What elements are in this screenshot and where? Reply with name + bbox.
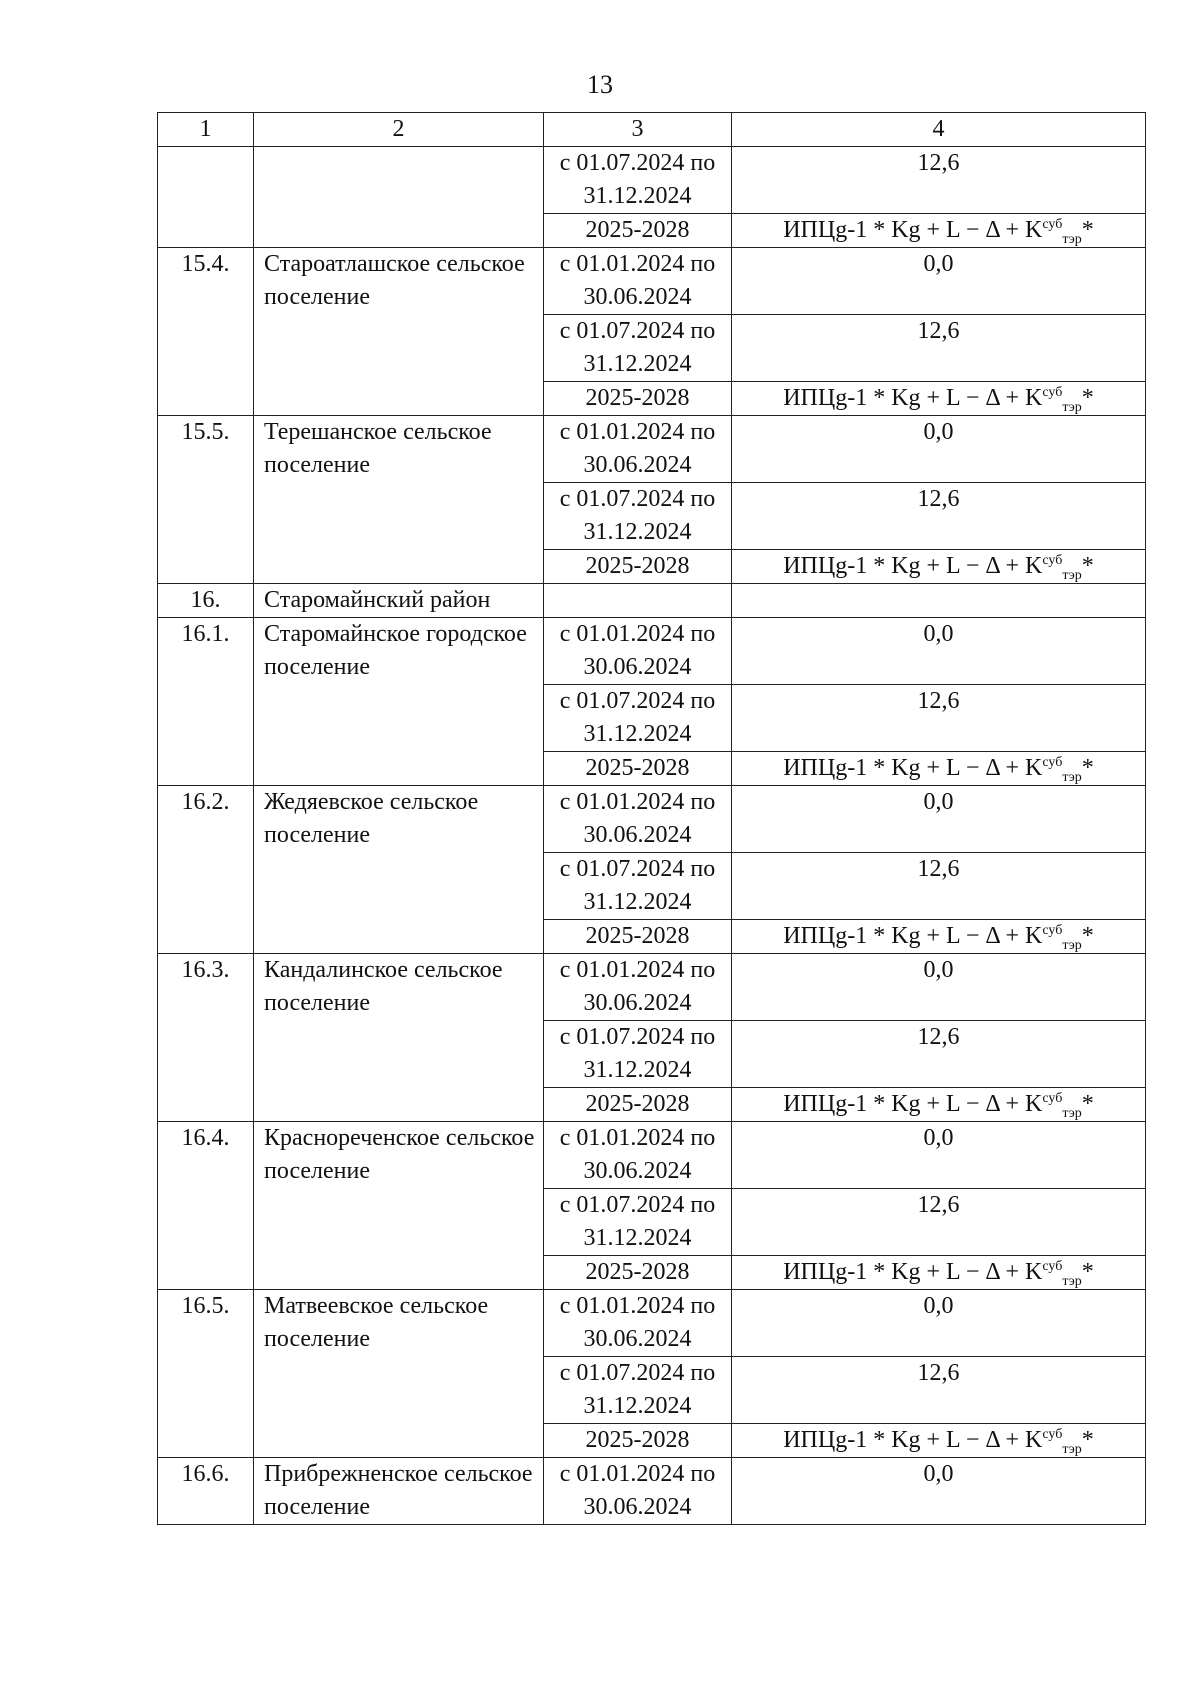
period-cell: с 01.01.2024 по 30.06.2024 — [544, 618, 732, 685]
table-row — [158, 954, 1146, 1021]
settlement-name-cell: Жедяевское сельское поселение — [254, 786, 544, 954]
value-cell: 0,0 — [732, 786, 1146, 853]
period-cell: 2025-2028 — [544, 382, 732, 416]
value-cell — [732, 584, 1146, 618]
table-header-row — [158, 113, 1146, 147]
period-cell: с 01.07.2024 по 31.12.2024 — [544, 853, 732, 920]
formula-cell — [732, 1088, 1146, 1122]
table-row — [158, 1458, 1146, 1525]
formula-superscript: суб — [1042, 385, 1063, 400]
table-row — [158, 147, 1146, 214]
settlement-name-cell: Матвеевское сельское поселение — [254, 1290, 544, 1458]
index-formula — [783, 923, 1094, 953]
value-cell: 0,0 — [732, 1458, 1146, 1525]
value-cell: 12,6 — [732, 1021, 1146, 1088]
period-cell: 2025-2028 — [544, 920, 732, 954]
formula-superscript: суб — [1042, 553, 1063, 568]
index-formula — [783, 1259, 1094, 1289]
row-number-cell: 16.6. — [158, 1458, 254, 1525]
formula-subscript: тэр — [1062, 1274, 1082, 1289]
settlement-name-cell: Краснореченское сельское поселение — [254, 1122, 544, 1290]
formula-base: ИПЦg-1 * Kg + L − Δ + K — [783, 1427, 1043, 1453]
formula-subscript: тэр — [1062, 232, 1082, 247]
column-header-2: 2 — [254, 113, 544, 147]
formula-tail: * — [1081, 755, 1094, 781]
row-number-cell: 16.4. — [158, 1122, 254, 1290]
settlement-name-cell — [254, 147, 544, 248]
table-row — [158, 248, 1146, 315]
column-header-4: 4 — [732, 113, 1146, 147]
period-cell: 2025-2028 — [544, 214, 732, 248]
period-cell: с 01.07.2024 по 31.12.2024 — [544, 1357, 732, 1424]
row-number-cell: 15.5. — [158, 416, 254, 584]
settlement-name-cell: Кандалинское сельское поселение — [254, 954, 544, 1122]
index-formula — [783, 553, 1094, 583]
row-number-cell — [158, 147, 254, 248]
formula-tail: * — [1081, 1427, 1094, 1453]
formula-cell — [732, 1424, 1146, 1458]
formula-subscript: тэр — [1062, 568, 1082, 583]
formula-tail: * — [1081, 1259, 1094, 1285]
value-cell: 0,0 — [732, 1122, 1146, 1189]
formula-base: ИПЦg-1 * Kg + L − Δ + K — [783, 1091, 1043, 1117]
period-cell — [544, 584, 732, 618]
formula-tail: * — [1081, 217, 1094, 243]
page-number: 13 — [587, 70, 613, 99]
value-cell: 0,0 — [732, 618, 1146, 685]
period-cell: 2025-2028 — [544, 752, 732, 786]
row-number-cell: 16. — [158, 584, 254, 618]
value-cell: 0,0 — [732, 1290, 1146, 1357]
formula-subscript: тэр — [1062, 770, 1082, 785]
table-row — [158, 584, 1146, 618]
formula-tail: * — [1081, 385, 1094, 411]
formula-base: ИПЦg-1 * Kg + L − Δ + K — [783, 217, 1043, 243]
column-header-3: 3 — [544, 113, 732, 147]
column-header-1: 1 — [158, 113, 254, 147]
formula-cell — [732, 1256, 1146, 1290]
period-cell: с 01.07.2024 по 31.12.2024 — [544, 483, 732, 550]
formula-tail: * — [1081, 1091, 1094, 1117]
row-number-cell: 16.1. — [158, 618, 254, 786]
period-cell: с 01.07.2024 по 31.12.2024 — [544, 685, 732, 752]
formula-subscript: тэр — [1062, 1106, 1082, 1121]
formula-subscript: тэр — [1062, 400, 1082, 415]
formula-base: ИПЦg-1 * Kg + L − Δ + K — [783, 385, 1043, 411]
period-cell: с 01.01.2024 по 30.06.2024 — [544, 416, 732, 483]
value-cell: 12,6 — [732, 1357, 1146, 1424]
index-formula — [783, 1427, 1094, 1457]
index-formula — [783, 385, 1094, 415]
formula-superscript: суб — [1042, 1427, 1063, 1442]
table-row — [158, 1290, 1146, 1357]
formula-base: ИПЦg-1 * Kg + L − Δ + K — [783, 755, 1043, 781]
formula-cell — [732, 752, 1146, 786]
value-cell: 0,0 — [732, 954, 1146, 1021]
formula-superscript: суб — [1042, 755, 1063, 770]
index-formula — [783, 755, 1094, 785]
value-cell: 0,0 — [732, 248, 1146, 315]
formula-subscript: тэр — [1062, 1442, 1082, 1457]
period-cell: с 01.07.2024 по 31.12.2024 — [544, 1021, 732, 1088]
settlement-name-cell: Старомайнский район — [254, 584, 544, 618]
formula-cell — [732, 550, 1146, 584]
period-cell: 2025-2028 — [544, 1424, 732, 1458]
value-cell: 12,6 — [732, 853, 1146, 920]
settlement-name-cell: Старомайнское городское поселение — [254, 618, 544, 786]
formula-cell — [732, 920, 1146, 954]
row-number-cell: 16.2. — [158, 786, 254, 954]
row-number-cell: 16.3. — [158, 954, 254, 1122]
period-cell: с 01.01.2024 по 30.06.2024 — [544, 786, 732, 853]
formula-superscript: суб — [1042, 1091, 1063, 1106]
formula-superscript: суб — [1042, 217, 1063, 232]
period-cell: с 01.01.2024 по 30.06.2024 — [544, 954, 732, 1021]
table-row — [158, 416, 1146, 483]
settlement-name-cell: Прибрежненское сельское поселение — [254, 1458, 544, 1525]
period-cell: с 01.07.2024 по 31.12.2024 — [544, 147, 732, 214]
period-cell: с 01.07.2024 по 31.12.2024 — [544, 315, 732, 382]
table-row — [158, 1122, 1146, 1189]
index-formula — [783, 1091, 1094, 1121]
settlement-name-cell: Староатлашское сельское поселение — [254, 248, 544, 416]
period-cell: 2025-2028 — [544, 1256, 732, 1290]
formula-subscript: тэр — [1062, 938, 1082, 953]
formula-tail: * — [1081, 923, 1094, 949]
formula-base: ИПЦg-1 * Kg + L − Δ + K — [783, 1259, 1043, 1285]
formula-base: ИПЦg-1 * Kg + L − Δ + K — [783, 553, 1043, 579]
value-cell: 12,6 — [732, 685, 1146, 752]
table-row — [158, 786, 1146, 853]
formula-cell — [732, 382, 1146, 416]
value-cell: 12,6 — [732, 147, 1146, 214]
value-cell: 12,6 — [732, 315, 1146, 382]
period-cell: с 01.01.2024 по 30.06.2024 — [544, 1290, 732, 1357]
period-cell: с 01.01.2024 по 30.06.2024 — [544, 248, 732, 315]
formula-superscript: суб — [1042, 1259, 1063, 1274]
tariff-table — [157, 112, 1146, 1525]
formula-superscript: суб — [1042, 923, 1063, 938]
period-cell: с 01.01.2024 по 30.06.2024 — [544, 1458, 732, 1525]
row-number-cell: 16.5. — [158, 1290, 254, 1458]
row-number-cell: 15.4. — [158, 248, 254, 416]
formula-base: ИПЦg-1 * Kg + L − Δ + K — [783, 923, 1043, 949]
period-cell: с 01.07.2024 по 31.12.2024 — [544, 1189, 732, 1256]
value-cell: 0,0 — [732, 416, 1146, 483]
value-cell: 12,6 — [732, 483, 1146, 550]
period-cell: 2025-2028 — [544, 550, 732, 584]
period-cell: с 01.01.2024 по 30.06.2024 — [544, 1122, 732, 1189]
formula-cell — [732, 214, 1146, 248]
index-formula — [783, 217, 1094, 247]
period-cell: 2025-2028 — [544, 1088, 732, 1122]
table-row — [158, 618, 1146, 685]
settlement-name-cell: Терешанское сельское поселение — [254, 416, 544, 584]
formula-tail: * — [1081, 553, 1094, 579]
value-cell: 12,6 — [732, 1189, 1146, 1256]
